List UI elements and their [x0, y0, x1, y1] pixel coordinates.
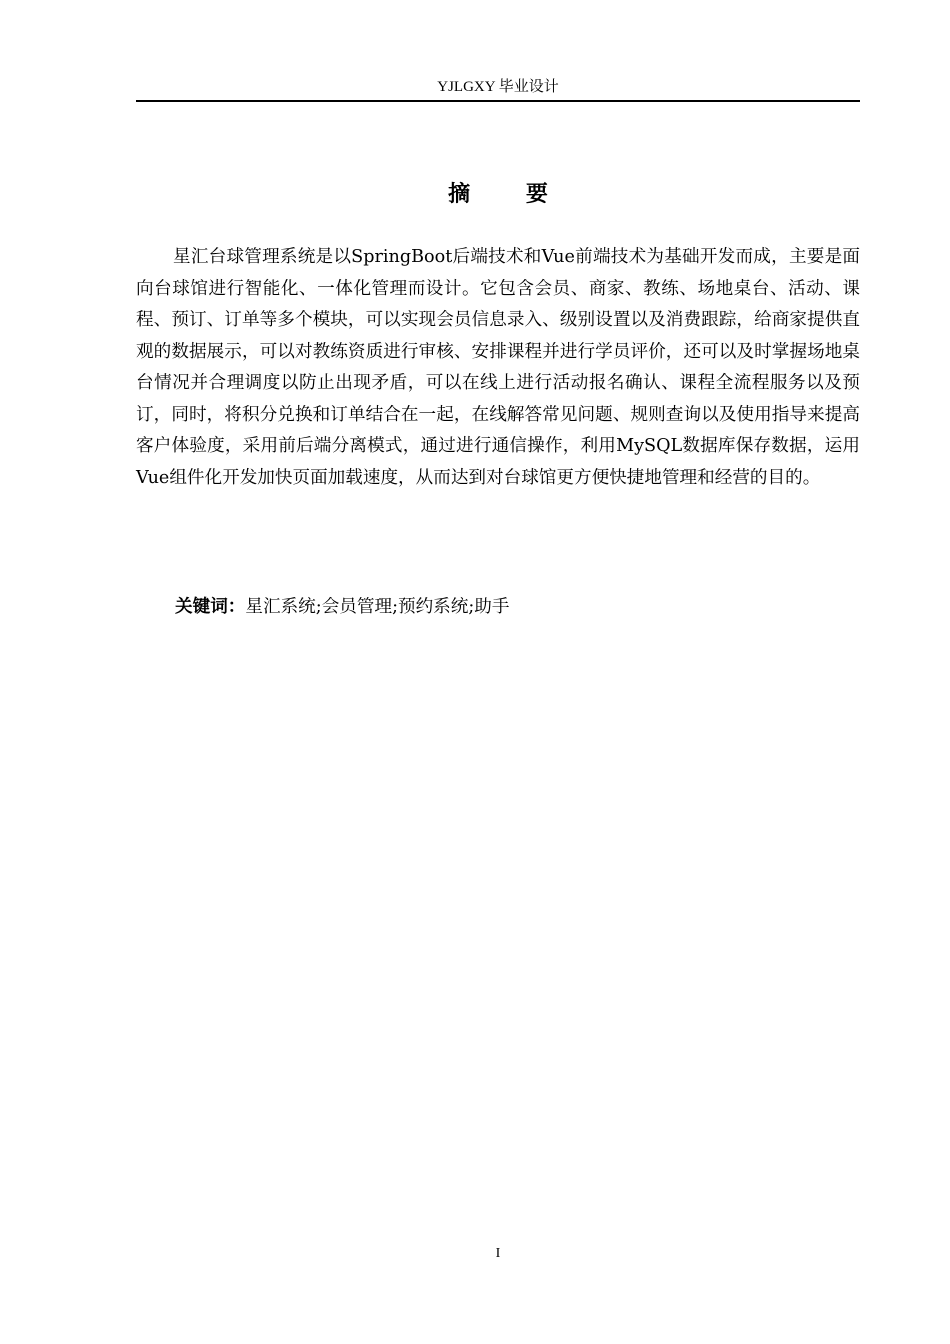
abstract-body: 星汇台球管理系统是以SpringBoot后端技术和Vue前端技术为基础开发而成，主要是面向台球馆进行智能化、一体化管理而设计。它包含会员、商家、教练、场地桌台、活动、课程、预订、订单等多个模块，可以实现会员信息录入、级别设置以及消费跟踪，给商家提供直观的数据展示，可以对教练资质进行审核、安排课程并进行学员评价，还可以及时掌握场地桌台情况并合理调度以防止出现矛盾，可以在线上进行活动报名确认、课程全流程服务以及预订，同时，将积分兑换和订单结合在一起，在线解答常见问题、规则查询以及使用指导来提高客户体验度，采用前后端分离模式，通过进行通信操作，利用MySQL数据库保存数据，运用Vue组件化开发加快页面加载速度，从而达到对台球馆更方便快捷地管理和经营的目的。 [136, 247, 860, 488]
page-header [136, 76, 860, 102]
abstract-title: 摘 要 [448, 182, 572, 207]
keywords-label: 关键词： [175, 597, 246, 617]
keywords-value: 星汇系统;会员管理;预约系统;助手 [245, 597, 510, 617]
keywords-line [175, 592, 860, 623]
header-text: YJLGXY 毕业设计 [437, 79, 559, 95]
page-number: I [495, 1246, 501, 1261]
